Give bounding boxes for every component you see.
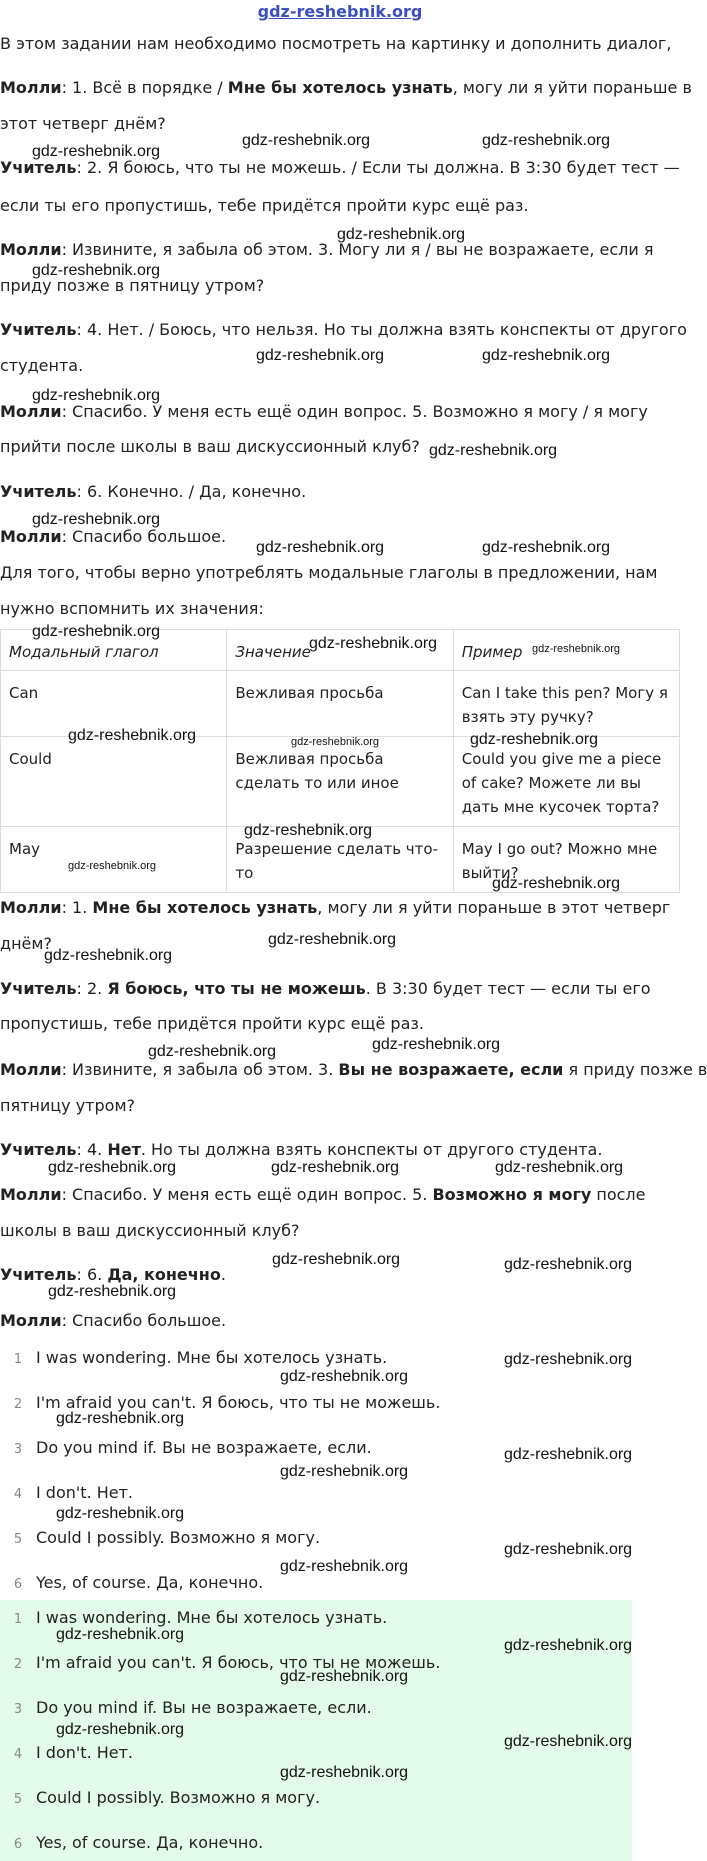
speaker: Молли <box>0 1185 62 1204</box>
watermark: gdz-reshebnik.org <box>242 132 371 149</box>
item-number: 4 <box>13 1487 23 1502</box>
dialog2-line-5 <box>0 1060 707 1080</box>
table-header-cell: Модальный глагол <box>1 630 227 671</box>
highlight: Нет <box>107 1140 141 1159</box>
item-text: Do you mind if. Вы не возражаете, если. <box>36 1698 372 1717</box>
watermark: gdz-reshebnik.org <box>291 736 380 748</box>
watermark: gdz-reshebnik.org <box>48 1283 177 1300</box>
dialog2-line-6: пятницу утром? <box>0 1096 136 1115</box>
dialog2-line-2: днём? <box>0 934 52 953</box>
speaker: Учитель <box>0 1265 77 1284</box>
dialog2-line-4: пропустишь, тебе придётся пройти курс ещё раз. <box>0 1014 424 1033</box>
list-item <box>0 1528 320 1547</box>
watermark: gdz-reshebnik.org <box>44 947 173 964</box>
watermark: gdz-reshebnik.org <box>309 635 438 652</box>
dialog1-line-3 <box>0 158 680 178</box>
watermark: gdz-reshebnik.org <box>32 623 161 640</box>
text: . <box>220 1265 226 1284</box>
table-header-cell: Значение <box>227 630 453 671</box>
dialog2-line-8 <box>0 1185 645 1205</box>
intro-text: В этом задании нам необходимо посмотреть на картинку и дополнить диалог, <box>0 34 672 53</box>
text: : 4. Нет. / Боюсь, что нельзя. Но ты должна взять конспекты от другого <box>76 320 687 339</box>
watermark: gdz-reshebnik.org <box>482 347 611 364</box>
list-item <box>0 1483 133 1502</box>
table-cell-example: Can I take this pen? Могу я взять эту ручку? <box>453 671 679 737</box>
watermark: gdz-reshebnik.org <box>48 1159 177 1176</box>
table-cell-meaning: Вежливая просьба сделать то или иное <box>227 737 453 827</box>
list-item <box>0 1833 263 1852</box>
item-text: I'm afraid you can't. Я боюсь, что ты не можешь. <box>36 1393 441 1412</box>
table-header-cell: Пример <box>453 630 679 671</box>
text: . Но ты должна взять конспекты от другого студента. <box>140 1140 603 1159</box>
highlight: Возможно я могу <box>432 1185 592 1204</box>
item-number: 3 <box>13 1442 23 1457</box>
middle-line-1: Для того, чтобы верно употреблять модальные глаголы в предложении, нам <box>0 563 658 582</box>
text: : Спасибо. У меня есть ещё один вопрос. 5. Возможно я могу / я могу <box>61 402 648 421</box>
watermark: gdz-reshebnik.org <box>532 643 621 655</box>
watermark: gdz-reshebnik.org <box>504 1446 633 1463</box>
table-cell-verb: Could <box>1 737 227 827</box>
text: после <box>591 1185 646 1204</box>
watermark: gdz-reshebnik.org <box>68 727 197 744</box>
watermark: gdz-reshebnik.org <box>504 1256 633 1273</box>
item-text: Do you mind if. Вы не возражаете, если. <box>36 1438 372 1457</box>
item-number: 6 <box>13 1837 23 1852</box>
dialog1-line-8: студента. <box>0 356 84 375</box>
speaker: Молли <box>0 898 62 917</box>
site-header-link[interactable]: gdz-reshebnik.org <box>257 2 423 21</box>
item-text: I was wondering. Мне бы хотелось узнать. <box>36 1608 388 1627</box>
text: : Спасибо большое. <box>61 527 227 546</box>
item-number: 2 <box>13 1657 23 1672</box>
table-cell-verb: May <box>1 827 227 893</box>
list-item <box>0 1438 372 1457</box>
list-item <box>0 1743 133 1762</box>
watermark: gdz-reshebnik.org <box>504 1541 633 1558</box>
list-item <box>0 1348 387 1367</box>
watermark: gdz-reshebnik.org <box>56 1626 185 1643</box>
watermark: gdz-reshebnik.org <box>280 1558 409 1575</box>
watermark: gdz-reshebnik.org <box>32 511 161 528</box>
speaker: Молли <box>0 527 62 546</box>
speaker: Учитель <box>0 158 77 177</box>
text: : Спасибо большое. <box>61 1311 227 1330</box>
speaker: Учитель <box>0 482 77 501</box>
text: : 1. Всё в порядке / <box>61 78 228 97</box>
dialog1-line-11 <box>0 482 306 502</box>
watermark: gdz-reshebnik.org <box>280 1368 409 1385</box>
highlight: Вы не возражаете, если <box>338 1060 564 1079</box>
watermark: gdz-reshebnik.org <box>482 132 611 149</box>
item-number: 1 <box>13 1612 23 1627</box>
watermark: gdz-reshebnik.org <box>256 539 385 556</box>
dialog2-line-9: школы в ваш дискуссионный клуб? <box>0 1221 300 1240</box>
watermark: gdz-reshebnik.org <box>268 931 397 948</box>
watermark: gdz-reshebnik.org <box>272 1251 401 1268</box>
watermark: gdz-reshebnik.org <box>68 860 157 872</box>
watermark: gdz-reshebnik.org <box>372 1036 501 1053</box>
table-cell-example: May I go out? Можно мне выйти? <box>453 827 679 893</box>
text: : Извините, я забыла об этом. 3. Могу ли я / вы не возражаете, если я <box>61 240 654 259</box>
dialog1-line-7 <box>0 320 687 340</box>
item-text: Could I possibly. Возможно я могу. <box>36 1528 321 1547</box>
middle-line-2: нужно вспомнить их значения: <box>0 599 264 618</box>
speaker: Молли <box>0 78 62 97</box>
watermark: gdz-reshebnik.org <box>56 1410 185 1427</box>
text: : 6. <box>76 1265 108 1284</box>
dialog1-line-9 <box>0 402 648 422</box>
text: : Спасибо. У меня есть ещё один вопрос. 5. <box>61 1185 433 1204</box>
item-text: Could I possibly. Возможно я могу. <box>36 1788 321 1807</box>
item-text: I don't. Нет. <box>36 1483 134 1502</box>
watermark: gdz-reshebnik.org <box>470 731 599 748</box>
text: : 4. <box>76 1140 108 1159</box>
dialog1-line-10: прийти после школы в ваш дискуссионный клуб? <box>0 437 420 456</box>
highlight: Я боюсь, что ты не можешь <box>107 979 366 998</box>
speaker: Учитель <box>0 1140 77 1159</box>
item-text: Yes, of course. Да, конечно. <box>36 1573 264 1592</box>
list-item <box>0 1608 387 1627</box>
dialog2-line-10 <box>0 1265 226 1285</box>
text: . В 3:30 будет тест — если ты его <box>365 979 651 998</box>
speaker: Молли <box>0 402 62 421</box>
dialog1-line-5 <box>0 240 653 260</box>
watermark: gdz-reshebnik.org <box>482 539 611 556</box>
watermark: gdz-reshebnik.org <box>271 1159 400 1176</box>
watermark: gdz-reshebnik.org <box>337 226 466 243</box>
watermark: gdz-reshebnik.org <box>32 262 161 279</box>
table-cell-meaning: Разрешение сделать что-то <box>227 827 453 893</box>
watermark: gdz-reshebnik.org <box>280 1764 409 1781</box>
dialog2-line-3 <box>0 979 651 999</box>
text: : 6. Конечно. / Да, конечно. <box>76 482 307 501</box>
table-cell-example: Could you give me a piece of cake? Можете ли вы дать мне кусочек торта? <box>453 737 679 827</box>
dialog1-line-6: приду позже в пятницу утром? <box>0 276 265 295</box>
watermark: gdz-reshebnik.org <box>429 442 558 459</box>
watermark: gdz-reshebnik.org <box>148 1043 277 1060</box>
watermark: gdz-reshebnik.org <box>504 1733 633 1750</box>
dialog1-line-12 <box>0 527 226 547</box>
watermark: gdz-reshebnik.org <box>32 143 161 160</box>
watermark: gdz-reshebnik.org <box>504 1637 633 1654</box>
item-number: 5 <box>13 1532 23 1547</box>
speaker: Молли <box>0 1311 62 1330</box>
item-text: Yes, of course. Да, конечно. <box>36 1833 264 1852</box>
speaker: Учитель <box>0 979 77 998</box>
item-number: 1 <box>13 1352 23 1367</box>
speaker: Молли <box>0 1060 62 1079</box>
item-text: I'm afraid you can't. Я боюсь, что ты не можешь. <box>36 1653 441 1672</box>
item-number: 6 <box>13 1577 23 1592</box>
item-text: I was wondering. Мне бы хотелось узнать. <box>36 1348 388 1367</box>
text: : 2. <box>76 979 108 998</box>
item-number: 4 <box>13 1747 23 1762</box>
table-cell-meaning: Вежливая просьба <box>227 671 453 737</box>
dialog1-line-1 <box>0 78 692 98</box>
watermark: gdz-reshebnik.org <box>256 347 385 364</box>
dialog1-line-2: этот четверг днём? <box>0 114 166 133</box>
text: , могу ли я уйти пораньше в <box>452 78 692 97</box>
text: , могу ли я уйти пораньше в этот четверг <box>317 898 671 917</box>
list-item <box>0 1698 372 1717</box>
list-item <box>0 1573 263 1592</box>
watermark: gdz-reshebnik.org <box>280 1668 409 1685</box>
text: : Извините, я забыла об этом. 3. <box>61 1060 339 1079</box>
text: я приду позже в <box>563 1060 707 1079</box>
dialog2-line-11 <box>0 1311 226 1331</box>
highlight: Мне бы хотелось узнать <box>227 78 453 97</box>
highlight: Мне бы хотелось узнать <box>92 898 318 917</box>
dialog1-line-4: если ты его пропустишь, тебе придётся пройти курс ещё раз. <box>0 196 529 215</box>
text: : 2. Я боюсь, что ты не можешь. / Если ты должна. В 3:30 будет тест — <box>76 158 680 177</box>
speaker: Молли <box>0 240 62 259</box>
text: : 1. <box>61 898 93 917</box>
watermark: gdz-reshebnik.org <box>56 1505 185 1522</box>
list-item <box>0 1788 320 1807</box>
speaker: Учитель <box>0 320 77 339</box>
dialog2-line-1 <box>0 898 670 918</box>
item-number: 5 <box>13 1792 23 1807</box>
item-number: 3 <box>13 1702 23 1717</box>
dialog2-line-7 <box>0 1140 602 1160</box>
watermark: gdz-reshebnik.org <box>495 1159 624 1176</box>
watermark: gdz-reshebnik.org <box>504 1351 633 1368</box>
watermark: gdz-reshebnik.org <box>280 1463 409 1480</box>
highlight: Да, конечно <box>107 1265 221 1284</box>
watermark: gdz-reshebnik.org <box>32 387 161 404</box>
item-text: I don't. Нет. <box>36 1743 134 1762</box>
item-number: 2 <box>13 1397 23 1412</box>
watermark: gdz-reshebnik.org <box>492 875 621 892</box>
watermark: gdz-reshebnik.org <box>244 822 373 839</box>
modal-verbs-table <box>0 629 680 893</box>
watermark: gdz-reshebnik.org <box>56 1721 185 1738</box>
table-cell-verb: Can <box>1 671 227 737</box>
